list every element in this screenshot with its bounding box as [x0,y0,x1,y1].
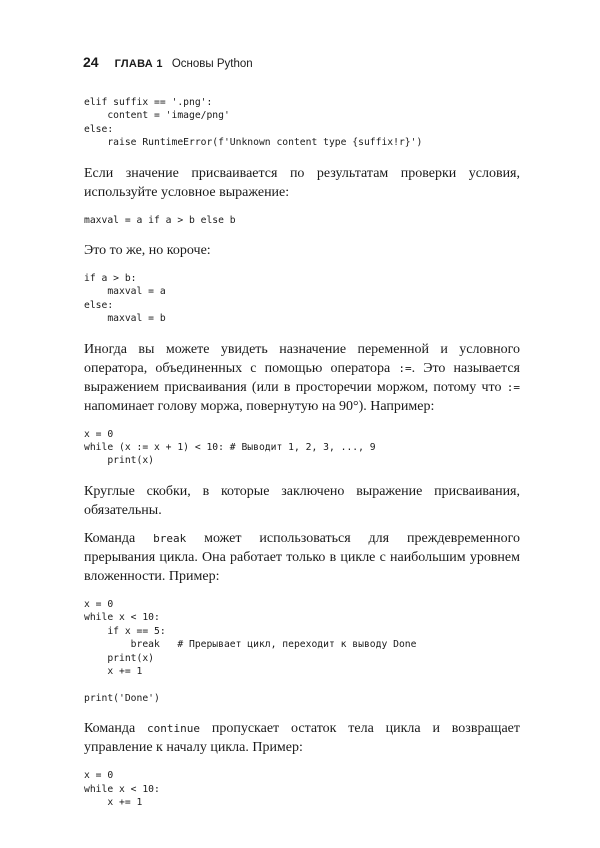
chapter-label: ГЛАВА 1 [114,58,163,70]
inline-code: continue [147,722,200,736]
text-run: Иногда вы можете увидеть назначение переменной и условного оператора, объединенных с помощью оператора [84,341,520,376]
text-run: напоминает голову моржа, повернутую на 90°). Например: [84,398,435,414]
code-line: elif suffix == '.png': [84,97,213,108]
code-line: while x < 10: [84,612,160,624]
code-block [84,428,520,468]
code-line: raise RuntimeError(f'Unknown content type {suffix!r}') [84,137,423,149]
text-run: пропускает остаток тела цикла и возвращает управление к началу цикла. Пример: [84,721,520,756]
paragraph [84,340,520,416]
code-block [84,214,520,227]
code-line: break # Прерывает цикл, переходит к выводу Done [84,639,417,651]
text-run: Команда [84,530,154,546]
code-block [84,96,520,150]
inline-code: := [506,380,520,394]
text-run: может использоваться для преждевременного прерывания цикла. Она работает только в цикле с наибольшим уровнем вложенности. Пример: [84,530,520,584]
code-block [84,272,520,326]
code-line: while x < 10: [84,783,160,795]
code-block [84,769,520,809]
code-line: else: [84,123,114,135]
code-line: while (x := x + 1) < 10: # Выводит 1, 2, 3, ..., 9 [84,442,376,454]
code-line: print(x) [84,455,154,467]
code-line: maxval = a if a > b else b [84,214,236,226]
paragraph [84,719,520,757]
code-line: if x == 5: [84,625,166,637]
chapter-title: Основы Python [171,58,253,70]
inline-code: := [398,361,412,375]
code-line: maxval = a [84,286,166,298]
code-line: if a > b: [84,273,137,285]
code-line: x += 1 [84,665,143,677]
code-line: print(x) [84,652,154,664]
code-line: maxval = b [84,313,166,325]
code-line: x += 1 [84,796,143,808]
code-line: print('Done') [84,692,160,704]
paragraph [84,529,520,586]
text-run: . Это называется выражением присваивания (или в просторечии моржом, потому что [84,360,520,395]
code-block [84,692,520,705]
paragraph: Это то же, но короче: [84,243,211,259]
page-header [83,54,253,70]
text-run: Команда [84,721,148,737]
inline-code: break [153,531,187,545]
page-body [84,96,520,809]
paragraph: Круглые скобки, в которые заключено выражение присваивания, обязательны. [84,483,520,518]
paragraph: Если значение присваивается по результатам проверки условия, используйте условное выражение: [84,165,520,200]
code-line: content = 'image/png' [84,110,230,122]
code-line: x = 0 [84,770,114,782]
code-block [84,598,520,678]
code-line: else: [84,299,114,311]
page-number: 24 [83,54,99,70]
code-line: x = 0 [84,428,114,440]
code-line: x = 0 [84,598,114,610]
